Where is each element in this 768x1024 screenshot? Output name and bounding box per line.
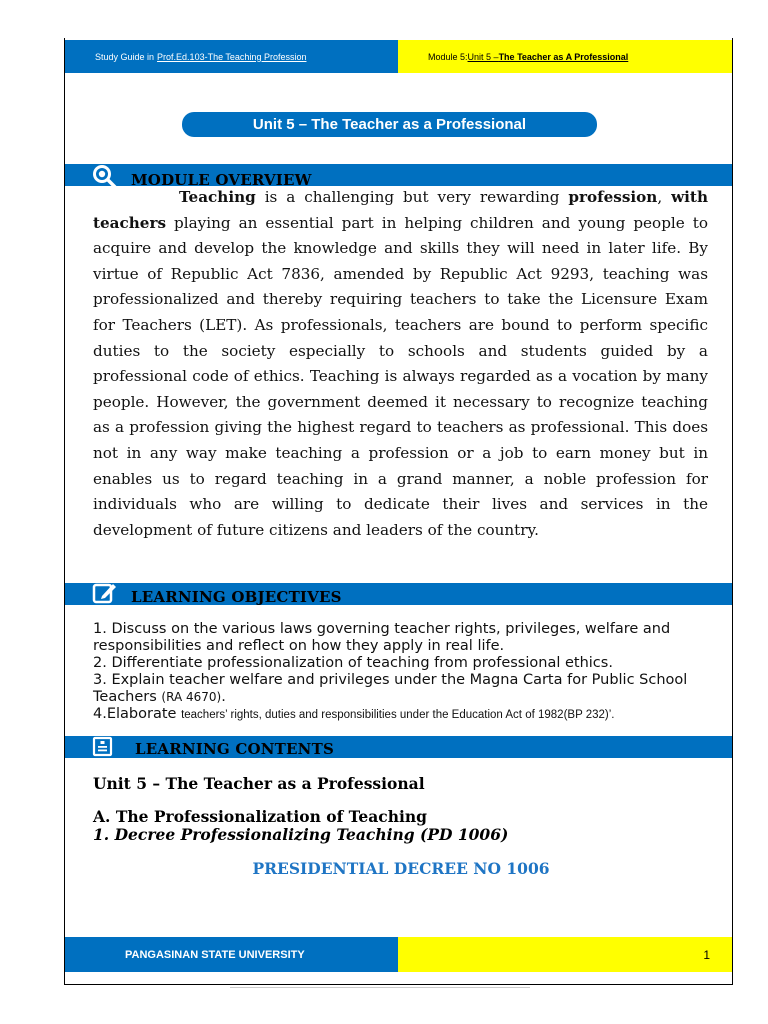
page-number: 1 bbox=[398, 937, 732, 972]
objective-item-2: 2. Differentiate professionalization of teaching from professional ethics. bbox=[93, 655, 613, 671]
overview-text-1: is a challenging but very rewarding bbox=[255, 188, 569, 206]
objective-item-1: 1. Discuss on the various laws governing teacher rights, privileges, welfare and responsibilities and reflect on how they apply in real life. bbox=[93, 621, 671, 654]
page-shadow bbox=[230, 987, 530, 988]
header-unit-title: The Teacher as A Professional bbox=[498, 51, 629, 62]
overview-bold-teachers: with teachers bbox=[93, 188, 708, 232]
overview-text-2: , bbox=[657, 188, 672, 206]
header-right bbox=[398, 40, 732, 73]
decree-title: PRESIDENTIAL DECREE NO 1006 bbox=[252, 859, 550, 878]
learning-objectives-heading: LEARNING OBJECTIVES bbox=[131, 588, 342, 606]
learning-contents-heading: LEARNING CONTENTS bbox=[135, 740, 334, 758]
header-unit-label: Unit 5 – bbox=[467, 51, 499, 62]
objective-3-ra: (RA 4670) bbox=[161, 690, 222, 704]
module-overview-heading: MODULE OVERVIEW bbox=[131, 171, 312, 189]
section-a bbox=[93, 808, 508, 844]
objective-3-end: . bbox=[221, 689, 226, 705]
document-icon bbox=[92, 736, 116, 758]
objective-4-detail: teachers’ rights, duties and responsibilities under the Education Act of 1982(BP 232)’. bbox=[181, 709, 615, 721]
section-a-title: A. The Professionalization of Teaching bbox=[93, 807, 427, 826]
module-overview-text bbox=[93, 185, 708, 543]
header-module-label: Module 5: bbox=[428, 51, 468, 62]
learning-objectives-list bbox=[93, 621, 713, 724]
header-course-link[interactable]: Prof.Ed.103-The Teaching Profession bbox=[157, 51, 307, 62]
objective-item-4 bbox=[93, 706, 713, 724]
overview-bold-teaching: Teaching bbox=[179, 188, 256, 206]
unit-heading: Unit 5 – The Teacher as a Professional bbox=[93, 774, 425, 793]
footer-university: PANGASINAN STATE UNIVERSITY bbox=[65, 937, 398, 972]
edit-icon bbox=[92, 581, 118, 605]
overview-bold-profession: profession bbox=[568, 188, 658, 206]
section-a1-title: 1. Decree Professionalizing Teaching (PD 1006) bbox=[93, 825, 509, 844]
header-left-prefix: Study Guide in bbox=[95, 51, 155, 62]
unit-title-banner: Unit 5 – The Teacher as a Professional bbox=[182, 112, 597, 137]
header-left bbox=[65, 40, 398, 73]
overview-text-3: playing an essential part in helping children and young people to acquire and develop the knowledge and skills they will need in later life. By virtue of Republic Act 7836, amended by Republic Act 9293, teaching was professionalized and thereby requiring teachers to take the Licensure Exam for Teachers (LET). As professionals, teachers are bound to perform specific duties to the society especially to schools and students guided by a professional code of ethics. Teaching is always regarded as a vocation by many people. However, the government deemed it necessary to recognize teaching as a profession giving the highest regard to teachers as professional. This does not in any way make teaching a profession or a job to earn money but in enables us to regard teaching in a grand manner, a noble profession for individuals who are willing to dedicate their lives and services in the development of future citizens and leaders of the country. bbox=[93, 213, 708, 539]
objective-4-text: 4.Elaborate bbox=[93, 706, 182, 722]
objective-3-text: 3. Explain teacher welfare and privileges under the Magna Carta for Public School Teachers bbox=[93, 672, 688, 705]
objective-item-3 bbox=[93, 672, 713, 706]
